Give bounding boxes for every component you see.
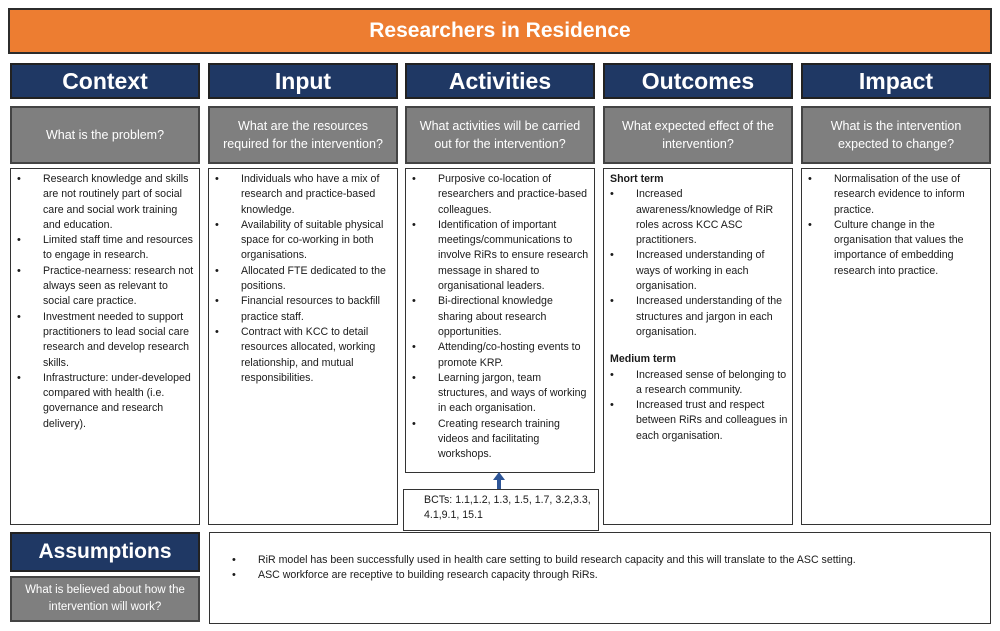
outcomes-header: Outcomes bbox=[603, 63, 793, 99]
list-item: • Identification of important meetings/communications to involve RiRs to ensure research message in shared to organisational leaders. bbox=[438, 218, 590, 294]
context-content bbox=[10, 168, 200, 525]
list-item: • Increased trust and respect between RiRs and colleagues in each organisation. bbox=[636, 398, 788, 444]
up-arrow-icon bbox=[493, 472, 505, 480]
diagram-title: Researchers in Residence bbox=[8, 8, 992, 54]
medium-term-label: Medium term bbox=[610, 353, 676, 366]
list-item: • Increased understanding of ways of working in each organisation. bbox=[636, 248, 788, 294]
list-item: • Limited staff time and resources to engage in research. bbox=[43, 233, 195, 264]
outcomes-content bbox=[603, 168, 793, 525]
assumptions-header: Assumptions bbox=[10, 532, 200, 572]
short-term-label: Short term bbox=[610, 173, 664, 185]
list-item: • Increased sense of belonging to a research community. bbox=[636, 368, 788, 399]
context-header: Context bbox=[10, 63, 200, 99]
impact-question: What is the intervention expected to change? bbox=[801, 106, 991, 164]
bct-box: BCTs: 1.1,1.2, 1.3, 1.5, 1.7, 3.2,3.3, 4.1,9.1, 15.1 bbox=[403, 489, 599, 531]
list-item: • Creating research training videos and facilitating workshops. bbox=[438, 417, 590, 463]
activities-header: Activities bbox=[405, 63, 595, 99]
list-item: • Research knowledge and skills are not routinely part of social care and social work training and education. bbox=[43, 172, 195, 233]
input-list bbox=[211, 172, 393, 386]
context-list bbox=[13, 172, 195, 432]
list-item: • Normalisation of the use of research evidence to inform practice. bbox=[834, 172, 986, 218]
activities-content bbox=[405, 168, 595, 473]
activities-list bbox=[408, 172, 590, 463]
list-item: • Infrastructure: under-developed compared with health (i.e. governance and research delivery). bbox=[43, 371, 195, 432]
list-item: • Increased understanding of the structures and jargon in each organisation. bbox=[636, 294, 788, 340]
short-term-list bbox=[606, 187, 788, 340]
list-item: • ASC workforce are receptive to building research capacity through RiRs. bbox=[258, 568, 982, 583]
input-question: What are the resources required for the intervention? bbox=[208, 106, 398, 164]
list-item: • RiR model has been successfully used in health care setting to build research capacity and this will translate to the ASC setting. bbox=[258, 553, 982, 568]
list-item: • Purposive co-location of researchers and practice-based colleagues. bbox=[438, 172, 590, 218]
impact-header: Impact bbox=[801, 63, 991, 99]
impact-content bbox=[801, 168, 991, 525]
list-item: • Learning jargon, team structures, and ways of working in each organisation. bbox=[438, 371, 590, 417]
assumptions-list bbox=[214, 553, 982, 583]
list-item: • Availability of suitable physical space for co-working in both organisations. bbox=[241, 218, 393, 264]
list-item: • Attending/co-hosting events to promote KRP. bbox=[438, 340, 590, 371]
list-item: • Increased awareness/knowledge of RiR roles across KCC ASC practitioners. bbox=[636, 187, 788, 248]
list-item: • Financial resources to backfill practice staff. bbox=[241, 294, 393, 325]
context-question: What is the problem? bbox=[10, 106, 200, 164]
list-item: • Bi-directional knowledge sharing about research opportunities. bbox=[438, 294, 590, 340]
list-item: • Practice-nearness: research not always seen as relevant to social care practice. bbox=[43, 264, 195, 310]
list-item: • Allocated FTE dedicated to the positions. bbox=[241, 264, 393, 295]
list-item: • Culture change in the organisation that values the importance of embedding research into practice. bbox=[834, 218, 986, 279]
activities-question: What activities will be carried out for the intervention? bbox=[405, 106, 595, 164]
assumptions-question: What is believed about how the intervention will work? bbox=[10, 576, 200, 622]
list-item: • Individuals who have a mix of research and practice-based knowledge. bbox=[241, 172, 393, 218]
input-content bbox=[208, 168, 398, 525]
input-header: Input bbox=[208, 63, 398, 99]
medium-term-list bbox=[606, 368, 788, 444]
outcomes-question: What expected effect of the intervention? bbox=[603, 106, 793, 164]
list-item: • Contract with KCC to detail resources allocated, working relationship, and mutual responsibilities. bbox=[241, 325, 393, 386]
list-item: • Investment needed to support practitioners to lead social care research and develop research skills. bbox=[43, 310, 195, 371]
impact-list bbox=[804, 172, 986, 279]
assumptions-content bbox=[209, 532, 991, 624]
